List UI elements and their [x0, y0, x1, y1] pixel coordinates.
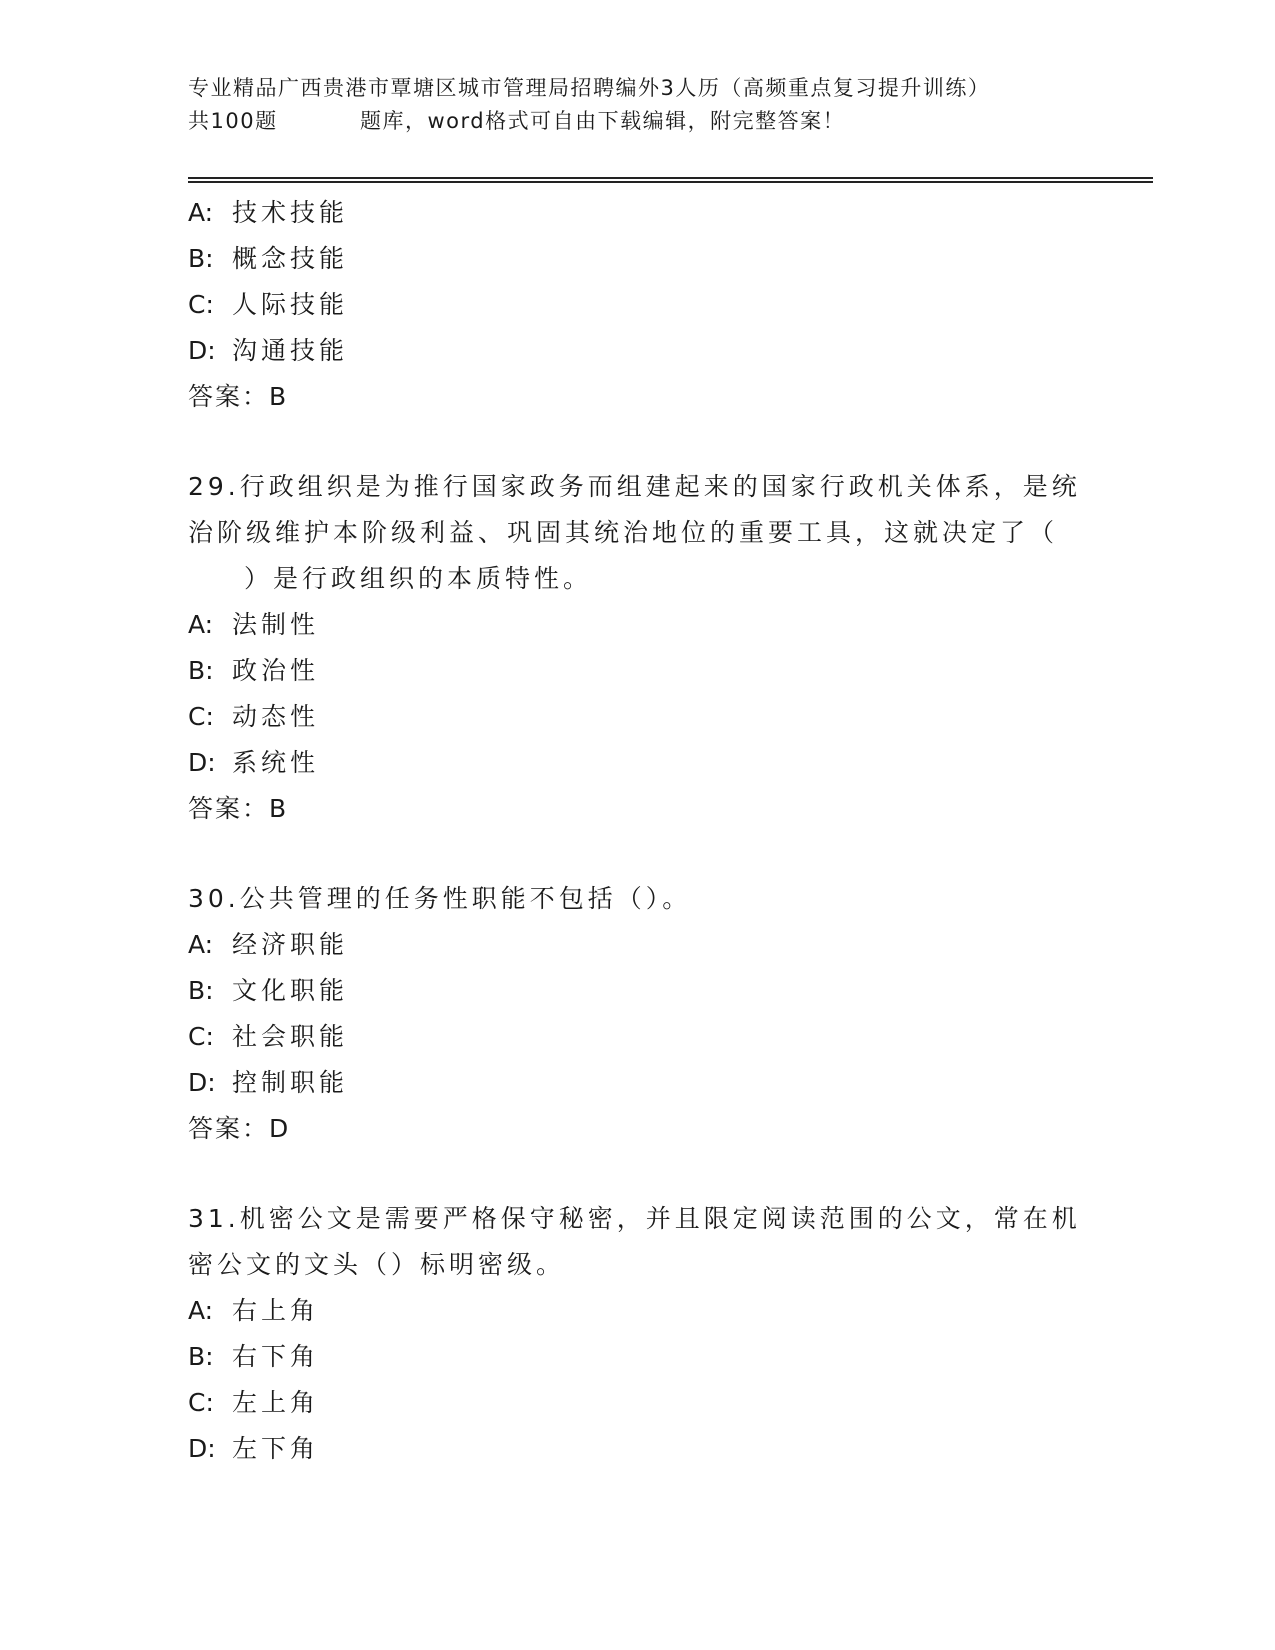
option-b [188, 236, 1088, 282]
question-30 [188, 876, 1088, 1152]
option-d [188, 740, 1088, 786]
option-text: 经济职能 [232, 930, 349, 959]
question-stem-line: 30.公共管理的任务性职能不包括（）。 [188, 884, 692, 913]
option-text: 人际技能 [232, 290, 349, 319]
option-c [188, 694, 1088, 740]
option-a [188, 190, 1088, 236]
option-key: A: [188, 930, 214, 959]
option-d [188, 328, 1088, 374]
option-a [188, 922, 1088, 968]
page-header [188, 72, 1088, 138]
option-text: 控制职能 [232, 1068, 349, 1097]
question-count: 共100题 [188, 109, 278, 133]
option-key: A: [188, 1296, 214, 1325]
answer-line: 答案：B [188, 794, 289, 823]
option-a [188, 1288, 1088, 1334]
option-b [188, 1334, 1088, 1380]
option-b [188, 968, 1088, 1014]
option-text: 右下角 [232, 1342, 320, 1371]
option-text: 左下角 [232, 1434, 320, 1463]
option-text: 政治性 [232, 656, 320, 685]
question-stem-line: 密公文的文头（）标明密级。 [188, 1250, 566, 1279]
header-divider [188, 177, 1153, 183]
question-stem-line: ）是行政组织的本质特性。 [244, 564, 593, 593]
option-text: 法制性 [232, 610, 320, 639]
option-text: 社会职能 [232, 1022, 349, 1051]
option-b [188, 648, 1088, 694]
option-text: 右上角 [232, 1296, 320, 1325]
header-title-line: 专业精品广西贵港市覃塘区城市管理局招聘编外3人历（高频重点复习提升训练） [188, 76, 991, 100]
option-d [188, 1060, 1088, 1106]
question-stem-line: 29.行政组织是为推行国家政务而组建起来的国家行政机关体系，是统 [188, 472, 1081, 501]
option-key: A: [188, 198, 214, 227]
question-29 [188, 464, 1088, 832]
option-text: 动态性 [232, 702, 320, 731]
document-body [188, 190, 1088, 1472]
option-text: 技术技能 [232, 198, 349, 227]
option-text: 沟通技能 [232, 336, 349, 365]
option-c [188, 282, 1088, 328]
option-key: C: [188, 702, 214, 731]
option-key: D: [188, 336, 216, 365]
question-stem-line: 31.机密公文是需要严格保守秘密，并且限定阅读范围的公文，常在机 [188, 1204, 1081, 1233]
header-description: 题库，word格式可自由下载编辑，附完整答案！ [360, 109, 846, 133]
option-d [188, 1426, 1088, 1472]
option-key: D: [188, 1434, 216, 1463]
option-key: B: [188, 244, 214, 273]
answer-line: 答案：B [188, 382, 289, 411]
option-c [188, 1014, 1088, 1060]
option-key: C: [188, 1388, 214, 1417]
option-key: C: [188, 290, 214, 319]
option-key: B: [188, 1342, 214, 1371]
option-key: A: [188, 610, 214, 639]
option-a [188, 602, 1088, 648]
option-text: 系统性 [232, 748, 320, 777]
option-key: B: [188, 976, 214, 1005]
question-28-carryover [188, 190, 1088, 420]
option-text: 左上角 [232, 1388, 320, 1417]
option-c [188, 1380, 1088, 1426]
option-text: 概念技能 [232, 244, 349, 273]
option-key: B: [188, 656, 214, 685]
option-key: D: [188, 748, 216, 777]
option-text: 文化职能 [232, 976, 349, 1005]
answer-line: 答案：D [188, 1114, 291, 1143]
question-31 [188, 1196, 1088, 1472]
question-stem-line: 治阶级维护本阶级利益、巩固其统治地位的重要工具，这就决定了（ [188, 518, 1059, 547]
option-key: C: [188, 1022, 214, 1051]
option-key: D: [188, 1068, 216, 1097]
header-subtitle-line [188, 105, 1088, 138]
